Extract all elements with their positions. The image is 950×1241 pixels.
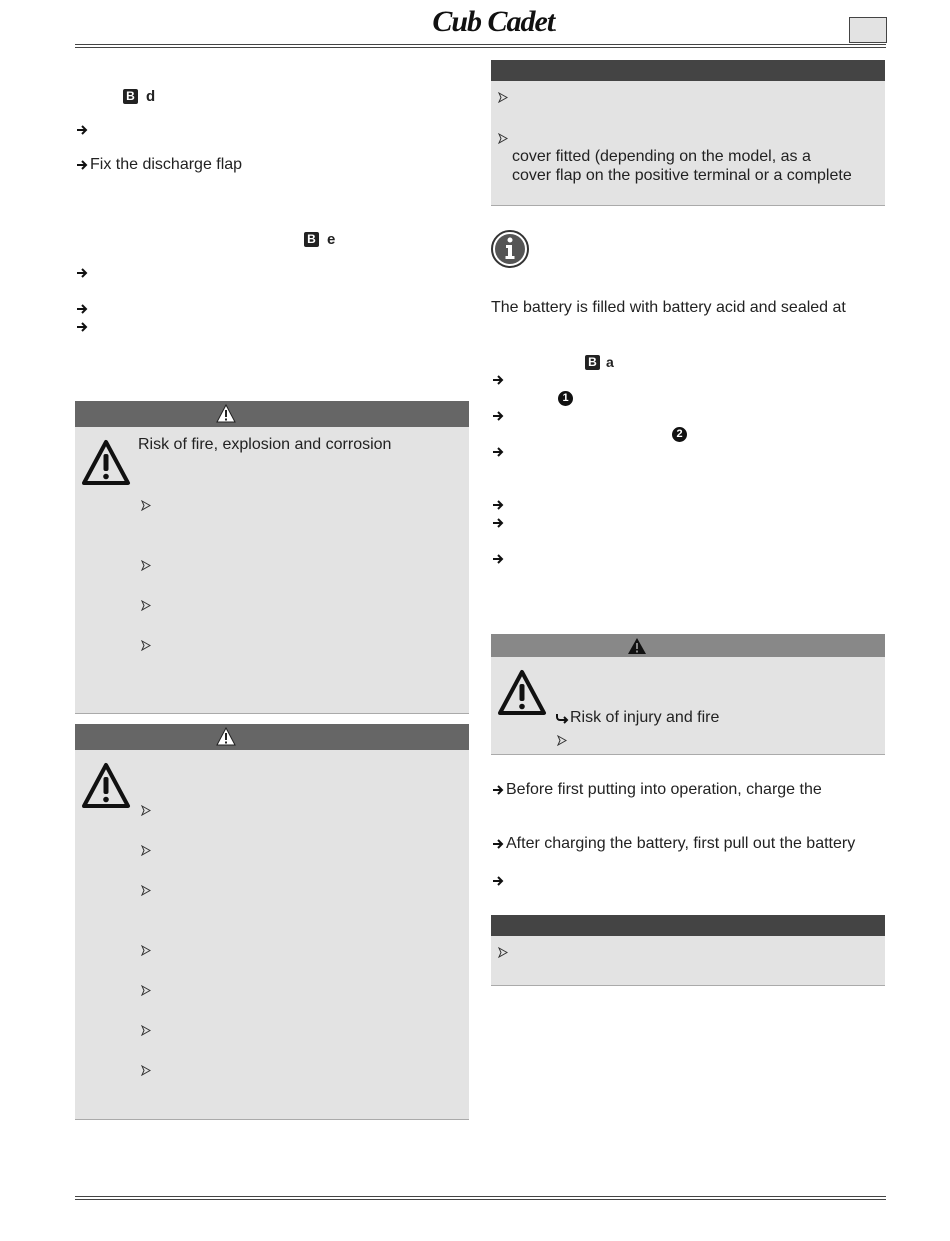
chevron-bullet-icon xyxy=(141,1065,151,1076)
warning-header xyxy=(75,401,469,427)
fix-discharge-flap-text: Fix the discharge flap xyxy=(90,156,243,173)
figure-badge-b: B xyxy=(123,89,138,104)
chevron-bullet-icon xyxy=(557,735,567,746)
hazard-warning-icon xyxy=(497,669,547,716)
header-rule-2 xyxy=(75,47,886,48)
chevron-bullet-icon xyxy=(141,985,151,996)
note-line-2: cover flap on the positive terminal or a complete xyxy=(512,167,852,184)
cub-cadet-logo: Cub Cadet. xyxy=(432,5,556,38)
arrow-icon xyxy=(492,553,505,565)
warning-panel-2 xyxy=(75,724,469,1120)
footer-rule-1 xyxy=(75,1196,886,1197)
warning-panel-injury xyxy=(491,634,885,755)
brand-text: Cub Cadet xyxy=(432,5,555,38)
arrow-icon xyxy=(492,875,505,887)
arrow-icon xyxy=(492,410,505,422)
arrow-icon xyxy=(76,159,89,171)
arrow-icon xyxy=(492,838,505,850)
figure-badge-b: B xyxy=(304,232,319,247)
chevron-bullet-icon xyxy=(141,640,151,651)
arrow-icon xyxy=(492,446,505,458)
hook-arrow-icon xyxy=(555,712,569,725)
note-header xyxy=(491,60,885,81)
warning-triangle-icon xyxy=(216,727,236,746)
figure-sub-a: a xyxy=(606,354,614,370)
chevron-bullet-icon xyxy=(141,805,151,816)
warning-triangle-icon xyxy=(216,404,236,423)
arrow-icon xyxy=(492,784,505,796)
hazard-warning-icon xyxy=(81,439,131,486)
warning-triangle-icon xyxy=(627,637,647,655)
chevron-bullet-icon xyxy=(141,1025,151,1036)
chevron-bullet-icon xyxy=(141,945,151,956)
figure-sub-e: e xyxy=(327,231,336,248)
number-badge-2: 2 xyxy=(672,427,687,442)
chevron-bullet-icon xyxy=(141,560,151,571)
note-line-1: cover fitted (depending on the model, as a xyxy=(512,148,811,165)
figure-badge-b: B xyxy=(585,355,600,370)
arrow-icon xyxy=(76,267,89,279)
note-panel-top xyxy=(491,60,885,206)
chevron-bullet-icon xyxy=(498,947,508,958)
arrow-icon xyxy=(76,124,89,136)
chevron-bullet-icon xyxy=(498,92,508,103)
note-header xyxy=(491,915,885,936)
warning-header xyxy=(491,634,885,657)
warning-text-injury: Risk of injury and fire xyxy=(570,709,720,726)
after-charging-text: After charging the battery, first pull out the battery xyxy=(506,835,856,852)
warning-header xyxy=(75,724,469,750)
header-rule-1 xyxy=(75,44,886,45)
warning-text-fire: Risk of fire, explosion and corrosion xyxy=(138,436,392,453)
before-first-text: Before first putting into operation, charge the xyxy=(506,781,822,798)
note-panel-bottom xyxy=(491,915,885,986)
chevron-bullet-icon xyxy=(141,845,151,856)
warning-panel-fire xyxy=(75,401,469,714)
battery-filled-text: The battery is filled with battery acid and sealed at xyxy=(491,299,846,316)
info-icon xyxy=(490,229,530,269)
chevron-bullet-icon xyxy=(498,133,508,144)
arrow-icon xyxy=(492,499,505,511)
chevron-bullet-icon xyxy=(141,500,151,511)
arrow-icon xyxy=(76,303,89,315)
hazard-warning-icon xyxy=(81,762,131,809)
arrow-icon xyxy=(492,517,505,529)
page-number-box xyxy=(849,17,887,43)
arrow-icon xyxy=(492,374,505,386)
footer-rule-2 xyxy=(75,1199,886,1200)
chevron-bullet-icon xyxy=(141,885,151,896)
figure-sub-d: d xyxy=(146,88,156,105)
number-badge-1: 1 xyxy=(558,391,573,406)
arrow-icon xyxy=(76,321,89,333)
chevron-bullet-icon xyxy=(141,600,151,611)
